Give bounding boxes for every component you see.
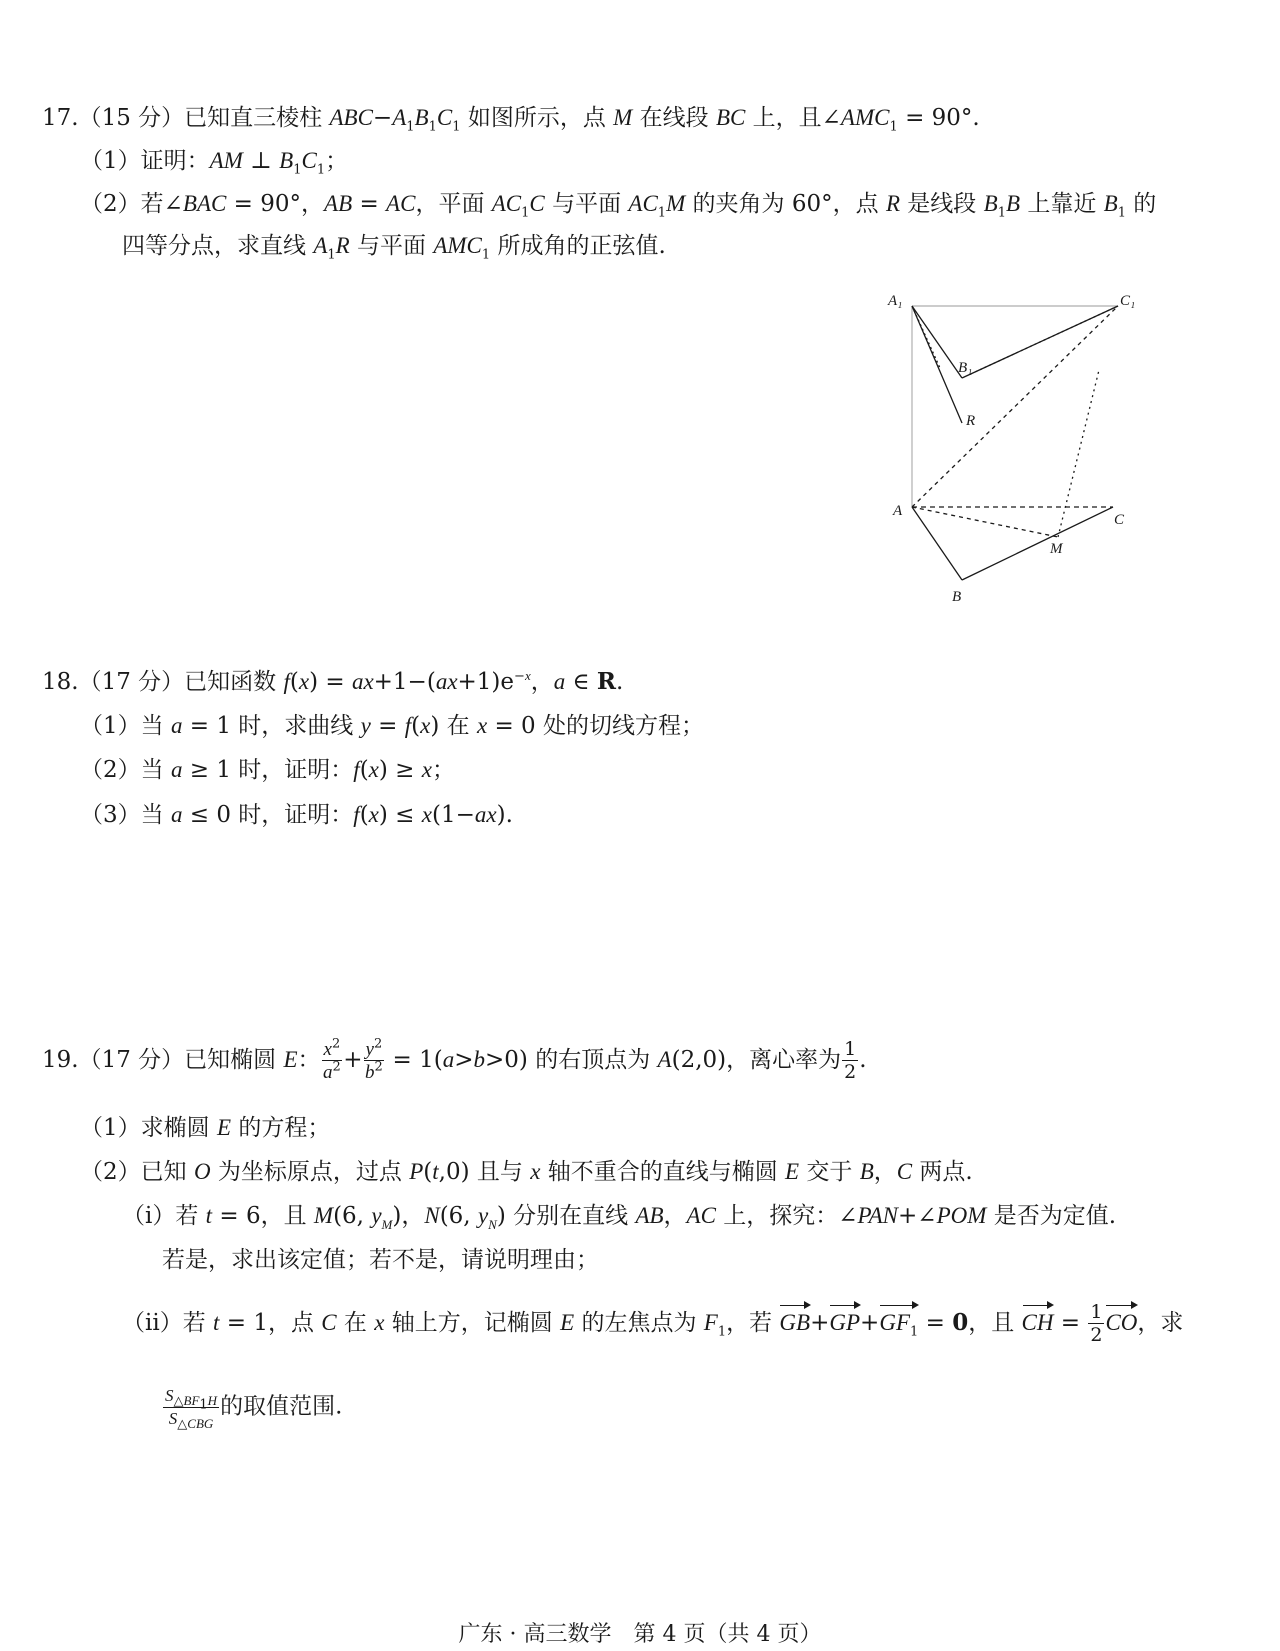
label-c1: C₁	[1120, 293, 1136, 309]
p18-q3: （3）当 a ≤ 0 时，证明：f(x) ≤ x(1−ax).	[80, 802, 513, 828]
segment-a1-r-dotted	[912, 306, 940, 368]
p18-intro: 18.（17 分）已知函数 $f(x) = ax+1-(ax+1)e^{-x}$，a ∈ R.	[42, 668, 624, 695]
p19-score: （17 分）	[78, 1047, 185, 1073]
fraction-one-half-b: $\frac{1}{2}$	[1090, 1301, 1103, 1346]
label-r: R	[966, 413, 976, 429]
prism-figure	[870, 280, 1150, 610]
p18-score: （17 分）	[78, 669, 185, 695]
fraction-y2-b2: $\frac{y^2}{b^2}$	[365, 1036, 383, 1083]
label-b1: B₁	[958, 360, 973, 376]
segment-a1-r	[912, 306, 962, 423]
segment-m-c1	[1058, 370, 1099, 537]
p19-q2: （2）已知 O 为坐标原点，过点 P(t,0) 且与 x 轴不重合的直线与椭圆 E 交于 B，C 两点.	[80, 1159, 973, 1185]
label-a1: A₁	[888, 293, 903, 309]
p17-number: 17.	[42, 105, 79, 131]
label-a: A	[893, 503, 903, 519]
p18-q2: （2）当 a ≥ 1 时，证明：f(x) ≥ x；	[80, 757, 455, 783]
vector-gb: GB	[779, 1308, 810, 1338]
p18-q1: （1）当 a = 1 时，求曲线 y = f(x) 在 x = 0 处的切线方程；	[80, 713, 704, 739]
page-footer: 广东 · 高三数学 第 4 页（共 4 页）	[458, 1622, 822, 1647]
p17-q2-line2: 四等分点，求直线 $A_1R$ 与平面 $AMC_1$ 所成角的正弦值.	[122, 233, 666, 263]
p19-q2ii-line2: $\frac{S_{\triangle BF_1H}}{S_{\triangle CBG}}$ 的取值范围.	[165, 1386, 343, 1433]
p17-q1: （1）证明：AM ⊥ $B_1C_1$；	[80, 148, 349, 178]
p19-q2ii-line1: （ii）若 t = 1，点 C 在 x 轴上方，记椭圆 E 的左焦点为 $F_1$，若 $GB+GP+GF_1 = 0$，且 CH = $\frac{1}{2}$ CO，求	[122, 1301, 1184, 1346]
p17-score: （15 分）	[78, 105, 185, 131]
segment-a-c1	[912, 306, 1118, 507]
fraction-one-half: $\frac{1}{2}$	[844, 1038, 857, 1083]
segment-a-m	[912, 507, 1058, 537]
p19-q2i-line1: （i）若 t = 6，且 M(6, $y_M$)，N(6, $y_N$) 分别在直线 AB，AC 上，探究：∠PAN+∠POM 是否为定值.	[122, 1203, 1117, 1232]
label-m: M	[1050, 541, 1063, 557]
vector-co: CO	[1105, 1308, 1137, 1338]
p17-q2-line1: （2）若∠BAC = 90°，AB = AC，平面 $AC_1C$ 与平面 $AC_1M$ 的夹角为 60°，点 R 是线段 $B_1B$ 上靠近 $B_1$ 的	[80, 191, 1157, 221]
p19-intro: 19.（17 分）已知椭圆 E： $\frac{x^2}{a^2}$ + $\frac{y^2}{b^2}$ = 1(a>b>0) 的右顶点为 A(2,0)，离心率为 $\frac{1}{2}$ .	[42, 1036, 867, 1083]
vector-gf1: $GF_1$	[879, 1310, 919, 1340]
fraction-x2-a2: $\frac{x^2}{a^2}$	[323, 1036, 341, 1083]
p19-q1: （1）求椭圆 E 的方程；	[80, 1115, 331, 1141]
p17-intro: 17.（15 分）已知直三棱柱 $ABC-A_1B_1C_1$ 如图所示，点 M 在线段 BC 上，且$\angle AMC_1 = 90^\circ$.	[42, 105, 980, 135]
vector-gp: GP	[829, 1308, 860, 1338]
edge-a1-b1	[912, 306, 962, 378]
p18-number: 18.	[42, 669, 79, 695]
label-b: B	[952, 589, 962, 605]
p19-q2i-line2: 若是，求出该定值；若不是，请说明理由；	[162, 1247, 599, 1273]
edge-a-b	[912, 507, 962, 580]
label-c: C	[1114, 512, 1125, 528]
vector-ch: CH	[1022, 1308, 1054, 1338]
edge-b-c	[962, 507, 1113, 580]
p19-number: 19.	[42, 1047, 79, 1073]
fraction-area-ratio: $\frac{S_{\triangle BF_1H}}{S_{\triangle CBG}}$	[165, 1386, 218, 1433]
